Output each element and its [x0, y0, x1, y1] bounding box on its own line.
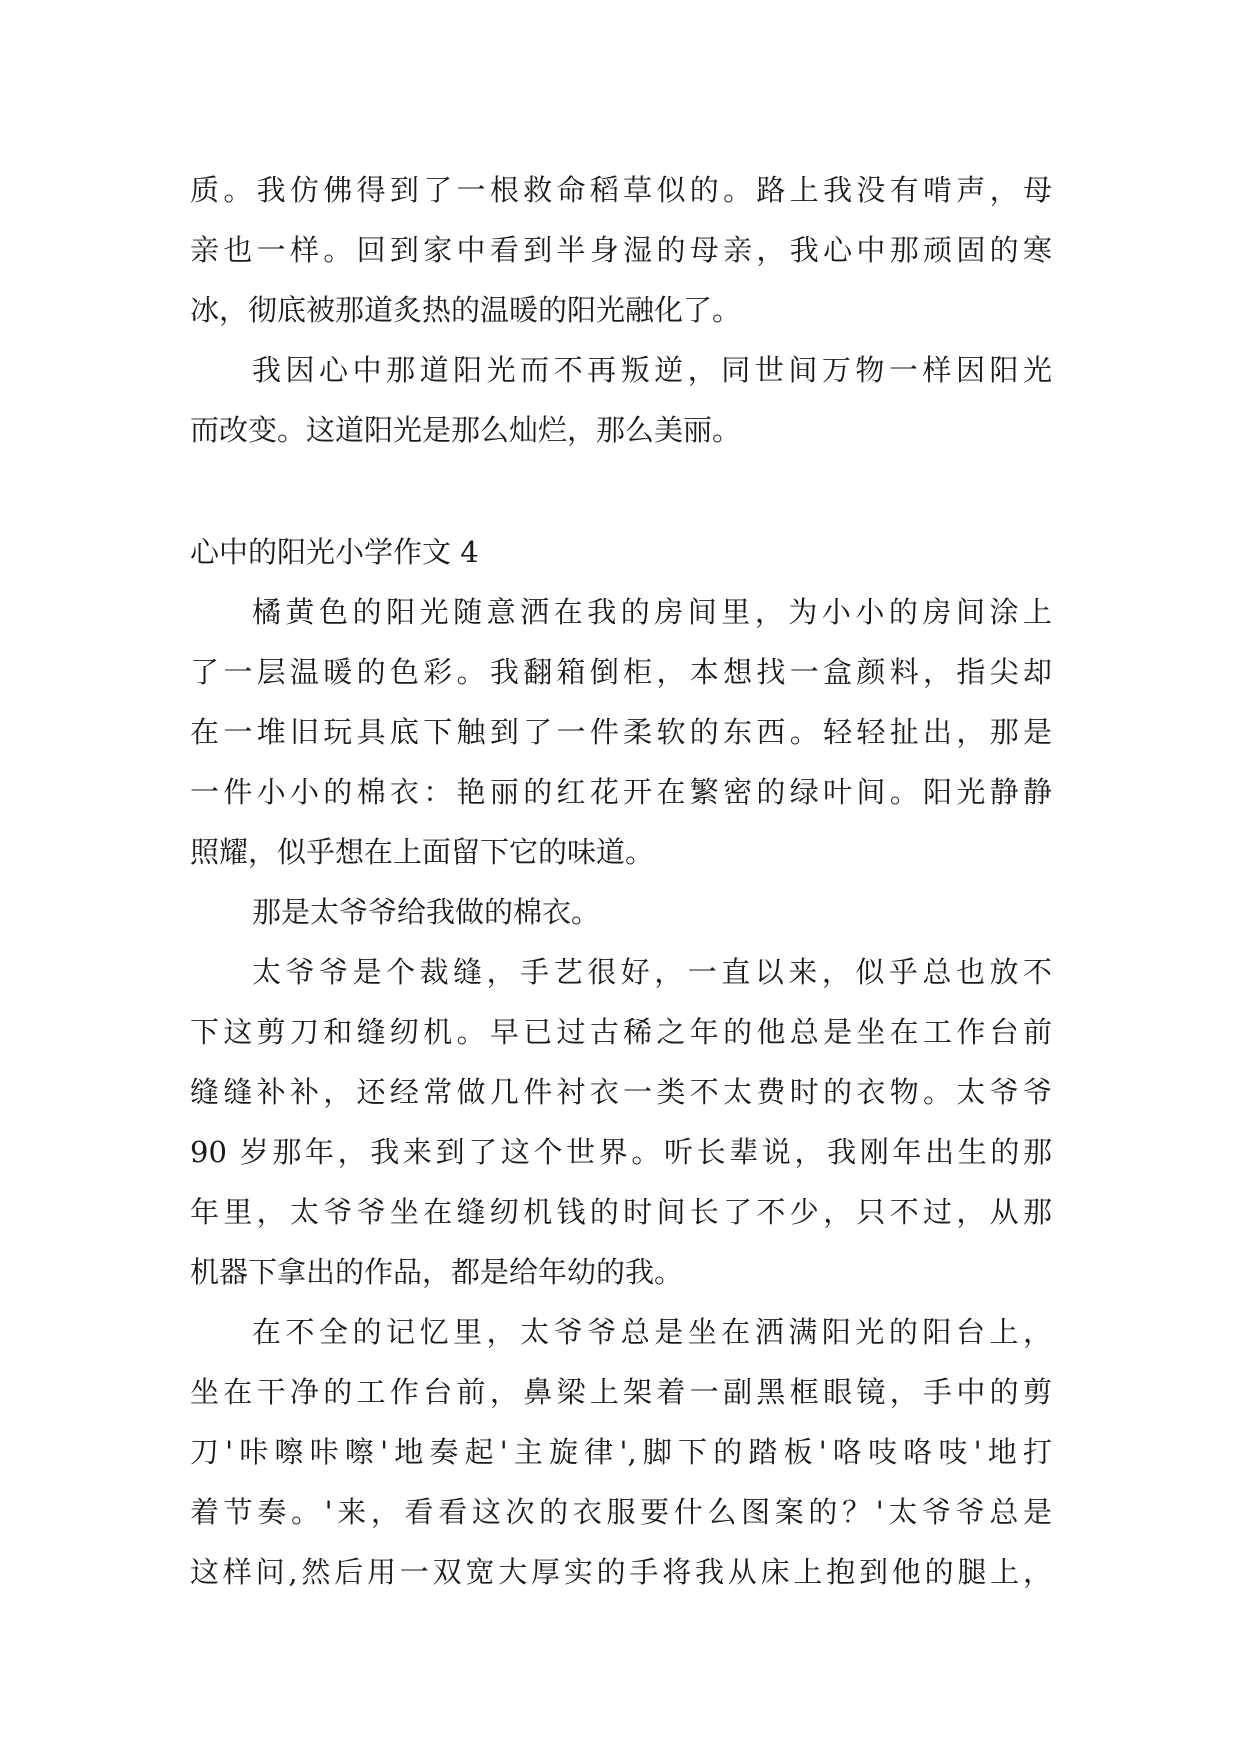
text-line: 了一层温暖的色彩。我翻箱倒柜，本想找一盒颜料，指尖却 [190, 655, 1052, 689]
text-line: 在不全的记忆里，太爷爷总是坐在洒满阳光的阳台上， [252, 1315, 1052, 1349]
text-line: 那是太爷爷给我做的棉衣。 [252, 895, 601, 929]
document-body [190, 160, 1052, 1602]
section-gap [190, 460, 1052, 522]
text-line: 这样问,然后用一双宽大厚实的手将我从床上抱到他的腿上， [190, 1555, 1052, 1589]
text-line: 冰，彻底被那道炙热的温暖的阳光融化了。 [190, 293, 742, 327]
text-line: 刀'咔嚓咔嚓'地奏起'主旋律',脚下的踏板'咯吱咯吱'地打 [190, 1435, 1052, 1469]
text-line: 一件小小的棉衣：艳丽的红花开在繁密的绿叶间。阳光静静 [190, 775, 1052, 809]
text-line: 坐在干净的工作台前，鼻梁上架着一副黑框眼镜，手中的剪 [190, 1375, 1052, 1409]
text-line: 照耀，似乎想在上面留下它的味道。 [190, 835, 655, 869]
text-line: 太爷爷是个裁缝，手艺很好，一直以来，似乎总也放不 [252, 955, 1052, 989]
text-line: 亲也一样。回到家中看到半身湿的母亲，我心中那顽固的寒 [190, 233, 1052, 267]
section-title: 心中的阳光小学作文 4 [190, 535, 479, 569]
text-line: 而改变。这道阳光是那么灿烂，那么美丽。 [190, 413, 742, 447]
text-line: 机器下拿出的作品，都是给年幼的我。 [190, 1255, 684, 1289]
paragraph [190, 942, 1052, 1302]
text-line: 橘黄色的阳光随意洒在我的房间里，为小小的房间涂上 [252, 595, 1052, 629]
paragraph [190, 340, 1052, 460]
text-line: 着节奏。'来，看看这次的衣服要什么图案的？'太爷爷总是 [190, 1495, 1052, 1529]
paragraph [190, 1302, 1052, 1602]
paragraph [190, 882, 1052, 942]
text-line: 年里，太爷爷坐在缝纫机钱的时间长了不少，只不过，从那 [190, 1195, 1052, 1229]
paragraph [190, 160, 1052, 340]
text-line: 下这剪刀和缝纫机。早已过古稀之年的他总是坐在工作台前 [190, 1015, 1052, 1049]
text-line: 在一堆旧玩具底下触到了一件柔软的东西。轻轻扯出，那是 [190, 715, 1052, 749]
text-line: 我因心中那道阳光而不再叛逆，同世间万物一样因阳光 [252, 353, 1052, 387]
text-line: 90 岁那年，我来到了这个世界。听长辈说，我刚年出生的那 [190, 1135, 1052, 1169]
paragraph [190, 582, 1052, 882]
text-line: 质。我仿佛得到了一根救命稻草似的。路上我没有啃声，母 [190, 173, 1052, 207]
text-line: 缝缝补补，还经常做几件衬衣一类不太费时的衣物。太爷爷 [190, 1075, 1052, 1109]
